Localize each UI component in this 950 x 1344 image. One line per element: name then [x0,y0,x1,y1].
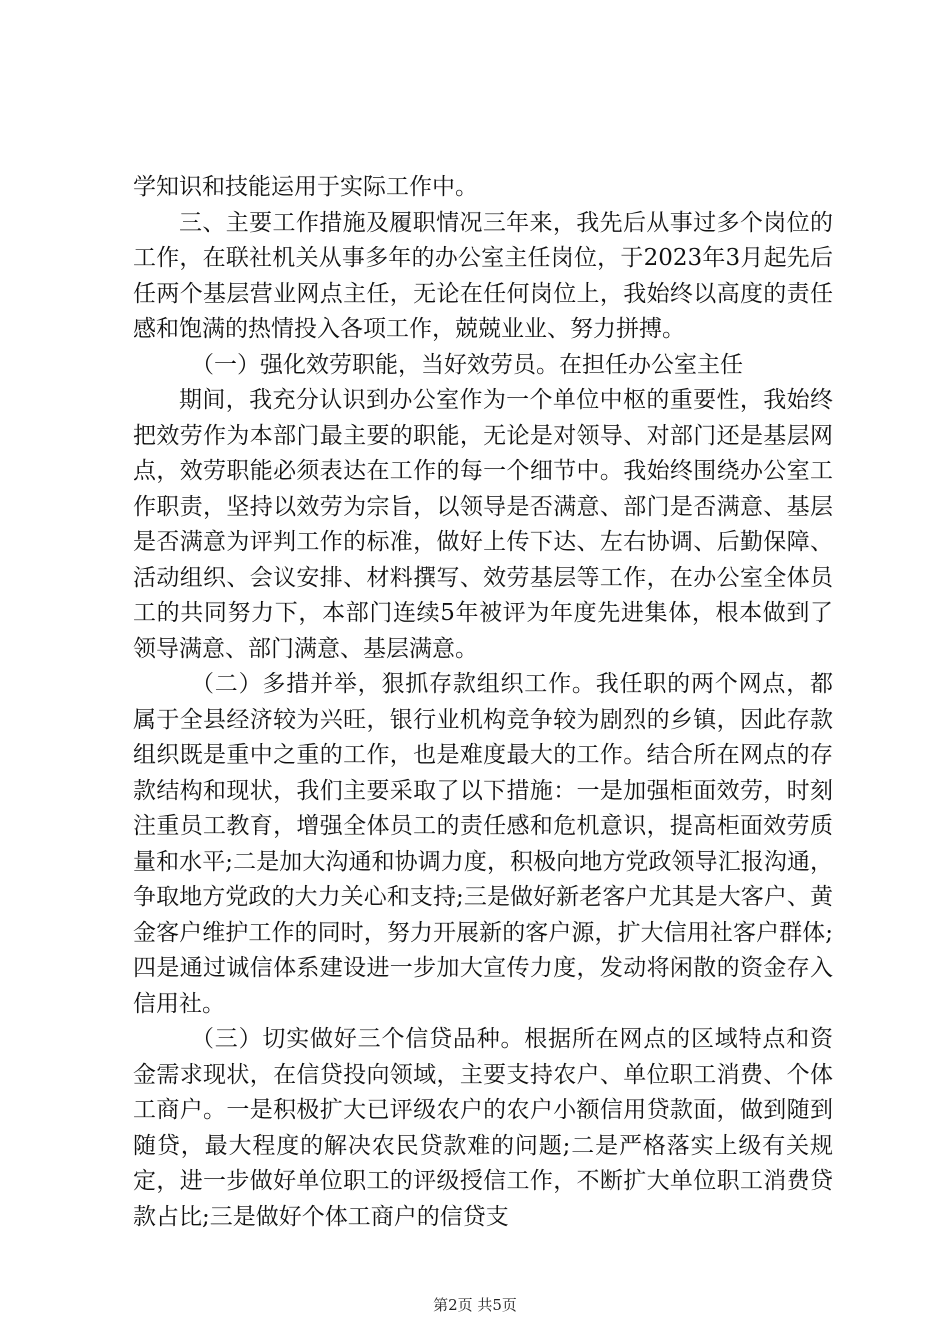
page-number-footer: 第2页 共5页 [433,1296,517,1314]
paragraph-subsection-one-body: 期间，我充分认识到办公室作为一个单位中枢的重要性，我始终把效劳作为本部门最主要的职能，无论是对领导、对部门还是基层网点，效劳职能必须表达在工作的每一个细节中。我始终围绕办公室工作职责，坚持以效劳为宗旨，以领导是否满意、部门是否满意、基层是否满意为评判工作的标准，做好上传下达、左右协调、后勤保障、活动组织、会议安排、材料撰写、效劳基层等工作，在办公室全体员工的共同努力下，本部门连续5年被评为年度先进集体，根本做到了领导满意、部门满意、基层满意。 [133,387,833,662]
paragraph-section-three: 三、主要工作措施及履职情况三年来，我先后从事过多个岗位的工作，在联社机关从事多年的办公室主任岗位，于2023年3月起先后任两个基层营业网点主任，无论在任何岗位上，我始终以高度的责任感和饱满的热情投入各项工作，兢兢业业、努力拼搏。 [133,209,833,342]
paragraph-subsection-one-heading: （一）强化效劳职能，当好效劳员。在担任办公室主任 [191,351,743,378]
document-body [133,170,833,1235]
paragraph-subsection-two: （二）多措并举，狠抓存款组织工作。我任职的两个网点，都属于全县经济较为兴旺，银行业机构竞争较为剧烈的乡镇，因此存款组织既是重中之重的工作，也是难度最大的工作。结合所在网点的存款结构和现状，我们主要采取了以下措施：一是加强柜面效劳，时刻注重员工教育，增强全体员工的责任感和危机意识，提高柜面效劳质量和水平;二是加大沟通和协调力度，积极向地方党政领导汇报沟通，争取地方党政的大力关心和支持;三是做好新老客户尤其是大客户、黄金客户维护工作的同时，努力开展新的客户源，扩大信用社客户群体;四是通过诚信体系建设进一步加大宣传力度，发动将闲散的资金存入信用社。 [133,671,833,1017]
paragraph-subsection-three: （三）切实做好三个信贷品种。根据所在网点的区域特点和资金需求现状，在信贷投向领域，主要支持农户、单位职工消费、个体工商户。一是积极扩大已评级农户的农户小额信用贷款面，做到随到随贷，最大程度的解决农民贷款难的问题;二是严格落实上级有关规定，进一步做好单位职工的评级授信工作，不断扩大单位职工消费贷款占比;三是做好个体工商户的信贷支 [133,1026,833,1230]
paragraph-continuation: 学知识和技能运用于实际工作中。 [133,174,478,200]
